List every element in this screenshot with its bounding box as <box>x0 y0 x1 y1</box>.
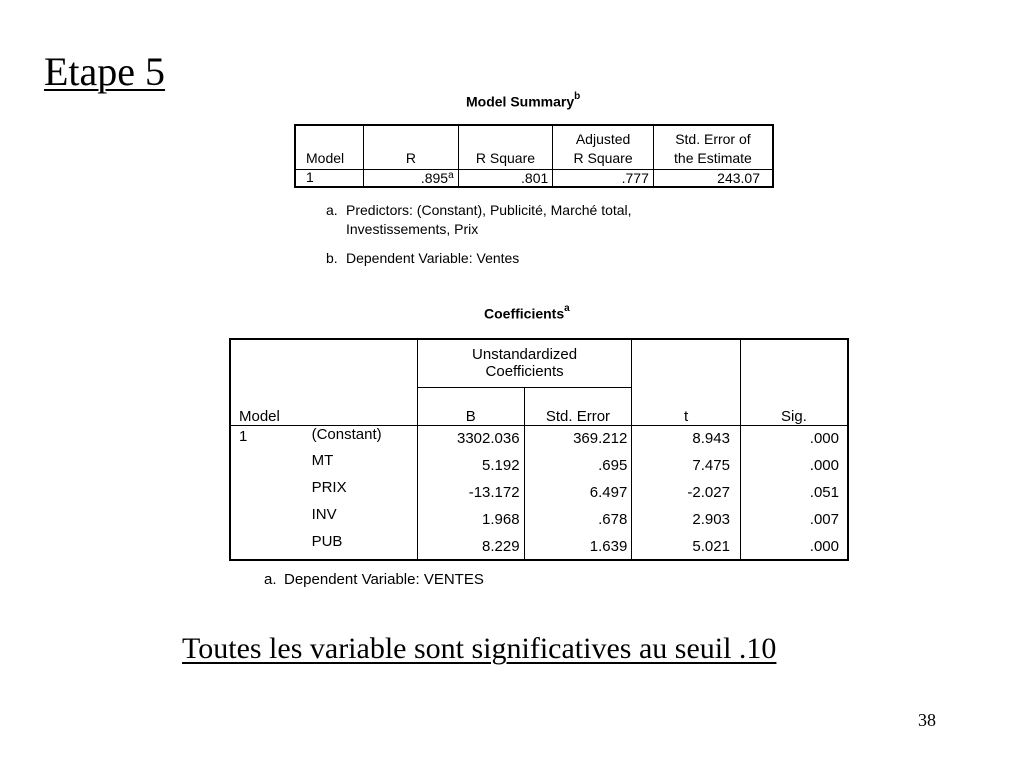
ms-header-model: Model <box>295 147 364 169</box>
ms-header-std-line2: the Estimate <box>653 147 773 169</box>
slide-title: Etape 5 <box>44 49 166 94</box>
coef-row-1-sig: .000 <box>809 457 839 474</box>
page-number: 38 <box>918 710 936 730</box>
coef-header-t-top <box>632 339 741 363</box>
ms-footnote-b <box>326 248 726 270</box>
coef-footnote-letter: a. <box>264 571 277 588</box>
coef-row-2-name: PRIX <box>308 479 418 506</box>
ms-r-sup: a <box>448 169 454 181</box>
model-summary-header-row-2 <box>295 147 773 169</box>
model-summary-title-sup: b <box>574 91 581 102</box>
coef-row-2-sig: .051 <box>809 484 839 501</box>
coef-row-4-std-error: 1.639 <box>524 533 632 560</box>
coef-header-std-error: Std. Error <box>524 387 632 425</box>
coef-footnote-text: Dependent Variable: VENTES <box>284 571 484 588</box>
model-summary-title <box>466 93 580 110</box>
ms-footnote-b-letter: b. <box>326 250 338 266</box>
coef-row-3-sig: .007 <box>809 511 839 528</box>
coef-row-4-name: PUB <box>308 533 418 560</box>
coef-row-0-std-error: 369.212 <box>524 425 632 452</box>
coef-row-2-b: -13.172 <box>417 479 524 506</box>
coef-header-blank-top <box>230 339 417 363</box>
coef-row-1-name: MT <box>308 452 418 479</box>
ms-header-model-top <box>295 125 364 147</box>
ms-header-adj-line1: Adjusted <box>553 125 654 147</box>
ms-footnote-b-text: Dependent Variable: Ventes <box>346 250 520 266</box>
ms-std-error-value: 243.07 <box>717 169 760 186</box>
ms-header-rsq-top <box>458 125 553 147</box>
coef-header-t-mid <box>632 363 741 387</box>
model-summary-header-row-1 <box>295 125 773 147</box>
coefficients-table <box>229 338 849 561</box>
coef-row-4-sig: .000 <box>809 537 839 555</box>
coef-row-1-t: 7.475 <box>632 452 741 479</box>
ms-r-value: .895 <box>420 169 449 186</box>
coef-header-row-1 <box>230 339 848 363</box>
coef-header-row-2 <box>230 363 848 387</box>
coef-model-number: 1 <box>239 427 248 445</box>
coef-header-unstd-line1: Unstandardized <box>417 339 631 363</box>
ms-header-std-line1: Std. Error of <box>675 131 751 147</box>
coef-row-3-t: 2.903 <box>632 506 741 533</box>
coef-row-2-std-error: 6.497 <box>524 479 632 506</box>
ms-model-number: 1 <box>295 169 364 187</box>
coef-row <box>230 452 848 479</box>
ms-adj-r-square-value: .777 <box>553 169 654 187</box>
conclusion-text: Toutes les variable sont significatives au seuil .10 <box>182 632 777 665</box>
coef-row-0-b: 3302.036 <box>417 425 524 452</box>
coef-row-4-b: 8.229 <box>417 533 524 560</box>
ms-footnote-a <box>326 200 726 244</box>
coef-row <box>230 425 848 452</box>
ms-header-adj-line2: R Square <box>553 147 654 169</box>
ms-footnote-a-line2: Investissements, Prix <box>346 221 479 237</box>
coef-row-1-b: 5.192 <box>417 452 524 479</box>
coef-header-blank-mid <box>230 363 417 387</box>
ms-footnote-a-line1: Predictors: (Constant), Publicité, Marché total, <box>346 202 632 218</box>
coef-row-0-sig: .000 <box>809 430 839 448</box>
coef-row-3-name: INV <box>308 506 418 533</box>
coefficients-title-text: Coefficients <box>484 305 565 322</box>
coef-row-0-t: 8.943 <box>632 425 741 452</box>
coef-row-3-std-error: .678 <box>524 506 632 533</box>
coef-row <box>230 479 848 506</box>
ms-header-r: R <box>364 147 458 169</box>
coef-header-sig: Sig. <box>740 387 848 425</box>
coef-header-sig-top <box>740 339 848 363</box>
coef-row-0-name: (Constant) <box>308 425 418 452</box>
model-summary-table <box>294 124 774 188</box>
ms-r-square-value: .801 <box>458 169 553 187</box>
ms-header-r-top <box>364 125 458 147</box>
coef-header-unstd-line2: Coefficients <box>417 363 631 387</box>
ms-r-cell <box>364 169 458 187</box>
model-summary-row <box>295 169 773 187</box>
coefficients-title-sup: a <box>564 303 570 314</box>
coef-row-4-t: 5.021 <box>632 533 741 560</box>
coef-row-2-t: -2.027 <box>632 479 741 506</box>
coef-header-t: t <box>632 387 741 425</box>
coef-header-row-3 <box>230 387 848 425</box>
coef-header-sig-mid <box>740 363 848 387</box>
coefficients-title <box>484 305 570 322</box>
coef-header-model: Model <box>230 387 417 425</box>
model-summary-title-text: Model Summary <box>466 93 575 110</box>
coef-header-b: B <box>417 387 524 425</box>
coef-row <box>230 533 848 560</box>
coef-row-3-b: 1.968 <box>417 506 524 533</box>
coef-footnote <box>264 569 664 591</box>
coef-row <box>230 506 848 533</box>
coef-row-1-std-error: .695 <box>524 452 632 479</box>
ms-footnote-a-letter: a. <box>326 202 338 218</box>
ms-header-r-square: R Square <box>458 147 553 169</box>
